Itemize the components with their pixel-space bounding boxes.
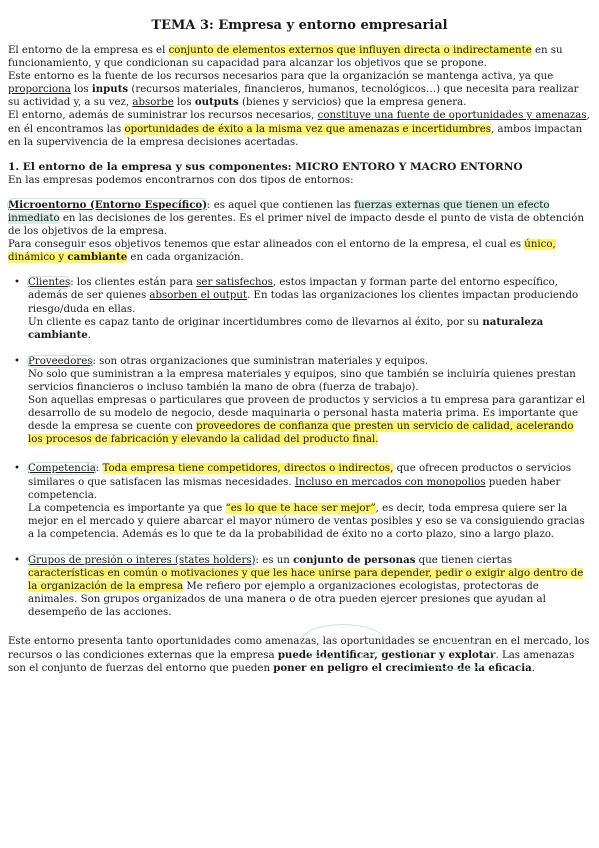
bold-term: puede identificar, gestionar y explotar [277,648,496,661]
text: El entorno de la empresa es el [8,45,169,56]
bold-term: poner en peligro el crecimiento de la eficacia [273,661,532,674]
text: , es decir, toda empresa quiere ser la mejor en el mercado y quiere abarcar el mayor número de ventas posibles y eso se va consiguiendo gracias a la competencia. Además es lo que te da la probabilidad de éxito no a corto plazo, sino a largo plazo. [28,502,585,540]
underlined: constituye una fuente de oportunidades y amenazas [317,110,587,122]
text: . [87,329,92,341]
bold-term: outputs [194,96,239,109]
text: : es un [255,555,294,566]
text: (bienes y servicios) que la empresa genera. [238,97,467,109]
section-subtitle: En las empresas podemos encontrarnos con dos tipos de entornos: [8,174,354,186]
text: , estos impactan y forman parte del entorno específico, además de ser quienes [28,277,558,302]
list-item-text [28,554,591,619]
microentorno-paragraph [8,199,591,238]
highlight: único, dinámico y [8,239,556,264]
microentorno-paragraph-2 [8,238,591,264]
section-1 [8,161,591,187]
text: La competencia es importante ya que [28,502,226,514]
microentorno-term: Microentorno (Entorno Específico) [8,198,208,211]
text: , en él encontramos las [8,110,590,135]
highlight: Toda empresa tiene competidores, directos o indirectos, [102,463,394,475]
list-item-competencia [8,462,591,541]
underlined: ser satisfechos [196,277,273,289]
list-item-proveedores [8,355,591,447]
text: los [173,97,195,109]
section-heading: 1. El entorno de la empresa y sus componentes: MICRO ENTORO Y MACRO ENTORNO [8,160,523,173]
list-item-text [28,276,591,315]
text: . En todas las organizaciones los clientes impactan produciendo riesgo/duda en ellas. [28,290,579,315]
text: : es aquel que contienen las [207,199,355,211]
text: en su funcionamiento, y que condicionan su capacidad para alcanzar los objetivos que se propone. [8,45,563,70]
text: . Las amenazas son el conjunto de fuerzas del entorno que pueden [8,649,575,674]
closing-paragraph [8,635,591,674]
text: Un cliente es capaz tanto de originar incertidumbres como de llevarnos al éxito, por su [28,316,483,328]
highlight: características en común o motivaciones y que les hace unirse para depender, pedir o exigir algo dentro de la organización de la empresa [28,568,584,593]
text: que tienen ciertas [415,555,513,566]
text: Este entorno es la fuente de los recursos necesarios para que la organización se mantenga activa, ya que [8,71,554,83]
highlight: conjunto de elementos externos que influyen directa o indirectamente [168,45,532,56]
document-page [8,18,591,675]
text: en las decisiones de los gerentes. Es el primer nivel de impacto desde el punto de vista de obtención de los objetivos de la empresa. [8,212,585,238]
component-list [8,276,591,619]
list-item-text [28,502,591,541]
bold-term: inputs [91,83,129,96]
item-term: Competencia [28,463,96,475]
text: Para conseguir esos objetivos tenemos que estar alineados con el entorno de la empresa, el cual es [8,239,525,251]
microentorno-section [8,199,591,264]
item-term: Clientes [28,277,71,289]
highlight: “es lo que te hace ser mejor” [225,502,376,514]
underlined: proporciona [8,84,71,96]
intro-paragraph-2 [8,70,591,109]
highlight: cambiante [67,251,128,264]
closing-section [8,635,591,674]
page-title: TEMA 3: Empresa y entorno empresarial [151,18,448,33]
text: (recursos materiales, financieros, humanos, tecnológicos…) que necesita para realizar su actividad y, a su vez, [8,84,579,109]
text: en cada organización. [127,252,244,264]
list-item-text [28,462,591,501]
item-term: Proveedores [28,355,93,367]
text: pueden haber competencia. [28,476,561,501]
highlight: fuerzas externas que tienen un efecto inmediato [8,199,550,224]
text: Me refiero por ejemplo a organizaciones ecologistas, protectoras de animales. Son grupos organizados de una manera o de otra pueden ejercer presiones que ayudan al desempeño de las acciones. [28,581,546,619]
text: . [531,662,535,674]
text: : [95,463,103,475]
bold-term: conjunto de personas [293,554,416,566]
text: Son aquellas empresas o particulares que proveen de productos y servicios a tu empresa para garantizar el desarrollo de su modelo de negocio, desde maquinaria o personal hasta materia prima. Es importante que desde la empresa se cuente con [28,395,586,433]
intro-paragraph-1 [8,44,591,70]
bold-term: naturaleza cambiante [28,315,544,341]
text: : son otras organizaciones que suministran materiales y equipos. [92,355,429,367]
highlight: proveedores de confianza que presten un servicio de calidad, acelerando los procesos de fabricación y elevando la calidad del producto final. [28,421,574,446]
underlined: absorben el output [149,290,248,302]
text: El entorno, además de suministrar los recursos necesarios, [8,110,318,122]
text: , ambos impactan en la supervivencia de la empresa decisiones acertadas. [8,123,583,148]
list-item-text [28,394,591,446]
item-term: Grupos de presión o interes (states holders) [28,555,256,566]
highlight: oportunidades de éxito a la misma vez que amenazas e incertidumbres [124,123,491,135]
underlined: Incluso en mercados con monopolios [294,476,486,488]
list-item-text: No solo que suministran a la empresa materiales y equipos, sino que también se incluiría quienes prestan servicios financieros o incluso también la mano de obra (fuerza de trabajo). [28,368,576,393]
intro-paragraph-3 [8,109,591,148]
text: que ofrecen productos o servicios similares o que satisfacen las mismas necesidades. [28,463,572,488]
underlined: absorbe [132,97,174,109]
list-item-text [28,355,591,368]
text: los [70,84,92,96]
list-item-grupos-presion [8,554,591,619]
intro-section [8,44,591,149]
list-item-text [28,316,591,342]
text: Este entorno presenta tanto oportunidades como amenazas, las oportunidades se encuentran en el mercado, los recursos o las condiciones externas que la empresa [8,636,590,661]
list-item-clientes [8,276,591,341]
text: : los clientes están para [70,277,197,289]
